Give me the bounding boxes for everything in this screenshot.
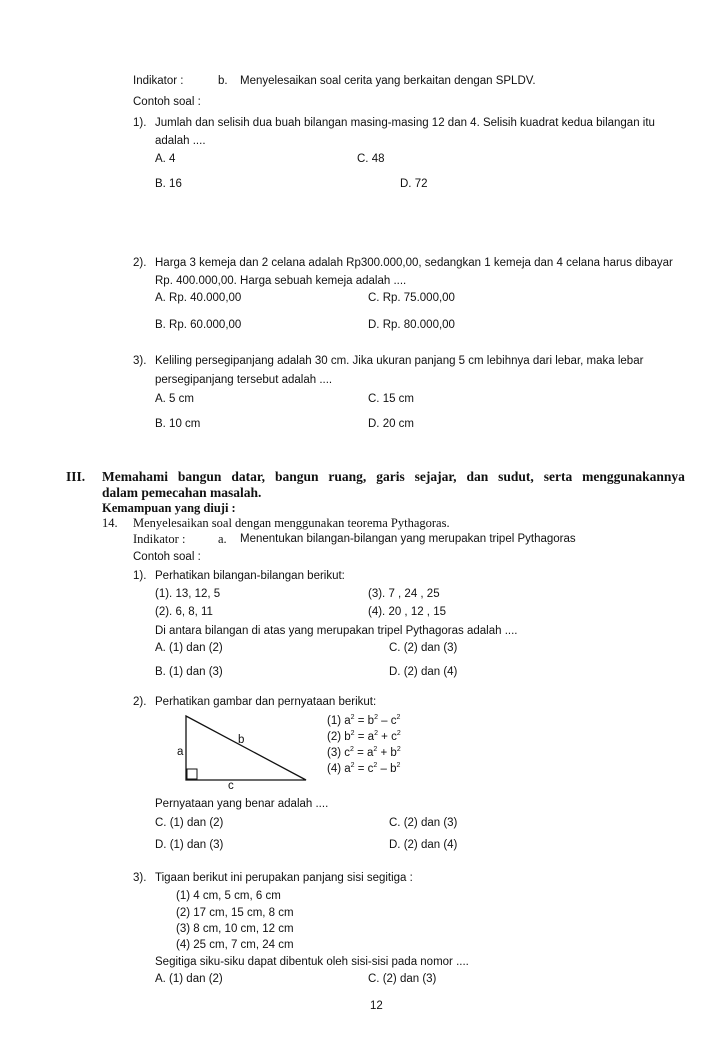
- option-d: D. 20 cm: [368, 418, 415, 430]
- statement-4: (4) $a^2 = c^2 - b^2$: [327, 762, 401, 775]
- question-text: Keliling persegipanjang adalah 30 cm. Jika ukuran panjang 5 cm lebihnya dari lebar, maka lebar: [155, 355, 644, 367]
- contoh-soal-label: Contoh soal :: [133, 96, 201, 108]
- section-heading: Memahami bangun datar, bangun ruang, garis sejajar, dan sudut, serta menggunakannya: [102, 469, 685, 484]
- number-set: (1). 13, 12, 5: [155, 588, 221, 600]
- question-number: 2).: [133, 257, 147, 269]
- question-text: Perhatikan gambar dan pernyataan berikut:: [155, 696, 377, 708]
- statement-1: (1) $a^2 = b^2 - c^2$: [327, 714, 401, 727]
- option-a: C. (1) dan (2): [155, 817, 224, 829]
- contoh-soal-label: Contoh soal :: [133, 551, 201, 563]
- option-d: D. 72: [400, 178, 428, 190]
- side-label-b: b: [238, 734, 245, 746]
- triple-item: (1) 4 cm, 5 cm, 6 cm: [176, 890, 281, 902]
- option-c: C. 48: [357, 153, 385, 165]
- option-c: C. (2) dan (3): [389, 642, 458, 654]
- option-b: D. (1) dan (3): [155, 839, 224, 851]
- statement-3: (3) $c^2 = a^2 + b^2$: [327, 746, 401, 759]
- triple-item: (4) 25 cm, 7 cm, 24 cm: [176, 939, 294, 951]
- triple-item: (3) 8 cm, 10 cm, 12 cm: [176, 923, 294, 935]
- option-a: A. 4: [155, 153, 176, 165]
- option-b: B. 16: [155, 178, 182, 190]
- option-c: C. (2) dan (3): [368, 973, 437, 985]
- option-a: A. (1) dan (2): [155, 642, 223, 654]
- question-text: Harga 3 kemeja dan 2 celana adalah Rp300.000,00, sedangkan 1 kemeja dan 4 celana harus dibayar: [155, 257, 673, 269]
- number-set: (2). 6, 8, 11: [155, 606, 213, 618]
- option-d: D. (2) dan (4): [389, 839, 458, 851]
- option-d: D. (2) dan (4): [389, 666, 458, 678]
- side-label-c: c: [228, 780, 234, 792]
- indikator-label: Indikator :: [133, 532, 186, 546]
- page-number: 12: [370, 1000, 383, 1012]
- option-c: C. Rp. 75.000,00: [368, 292, 455, 304]
- option-a: A. Rp. 40.000,00: [155, 292, 242, 304]
- right-angle-marker: [187, 769, 197, 779]
- indikator-letter: a.: [218, 532, 227, 546]
- triangle-shape: [186, 716, 306, 780]
- option-c: C. 15 cm: [368, 393, 415, 405]
- item-text: Menyelesaikan soal dengan menggunakan teorema Pythagoras.: [133, 516, 450, 530]
- question-number: 1).: [133, 117, 147, 129]
- indikator-label: Indikator :: [133, 75, 184, 87]
- number-set: (3). 7 , 24 , 25: [368, 588, 440, 600]
- question-text: persegipanjang tersebut adalah ....: [155, 374, 333, 386]
- option-b: B. Rp. 60.000,00: [155, 319, 242, 331]
- indikator-text: Menyelesaikan soal cerita yang berkaitan dengan SPLDV.: [240, 75, 536, 87]
- kemampuan-label: Kemampuan yang diuji :: [102, 501, 236, 515]
- question-number: 3).: [133, 355, 147, 367]
- indikator-text: Menentukan bilangan-bilangan yang merupakan tripel Pythagoras: [240, 533, 576, 545]
- question-text: Jumlah dan selisih dua buah bilangan masing-masing 12 dan 4. Selisih kuadrat kedua bilangan itu: [155, 117, 655, 129]
- option-c: C. (2) dan (3): [389, 817, 458, 829]
- question-text: Rp. 400.000,00. Harga sebuah kemeja adalah ....: [155, 275, 407, 287]
- question-text: Perhatikan bilangan-bilangan berikut:: [155, 570, 345, 582]
- option-b: B. 10 cm: [155, 418, 201, 430]
- indikator-letter: b.: [218, 75, 228, 87]
- item-number: 14.: [102, 516, 118, 530]
- question-number: 2).: [133, 696, 147, 708]
- triple-item: (2) 17 cm, 15 cm, 8 cm: [176, 907, 294, 919]
- question-text: Pernyataan yang benar adalah ....: [155, 798, 329, 810]
- section-roman-numeral: III.: [66, 469, 86, 484]
- statement-2: (2) $b^2 = a^2 + c^2$: [327, 730, 401, 743]
- question-number: 3).: [133, 872, 147, 884]
- option-b: B. (1) dan (3): [155, 666, 223, 678]
- option-a: A. (1) dan (2): [155, 973, 223, 985]
- option-d: D. Rp. 80.000,00: [368, 319, 455, 331]
- option-a: A. 5 cm: [155, 393, 194, 405]
- side-label-a: a: [177, 746, 184, 758]
- question-text: Tigaan berikut ini perupakan panjang sisi segitiga :: [155, 872, 413, 884]
- question-text: adalah ....: [155, 135, 206, 147]
- question-text: Di antara bilangan di atas yang merupakan tripel Pythagoras adalah ....: [155, 625, 518, 637]
- number-set: (4). 20 , 12 , 15: [368, 606, 446, 618]
- question-text: Segitiga siku-siku dapat dibentuk oleh sisi-sisi pada nomor ....: [155, 956, 469, 968]
- section-heading-cont: dalam pemecahan masalah.: [102, 485, 262, 500]
- question-number: 1).: [133, 570, 147, 582]
